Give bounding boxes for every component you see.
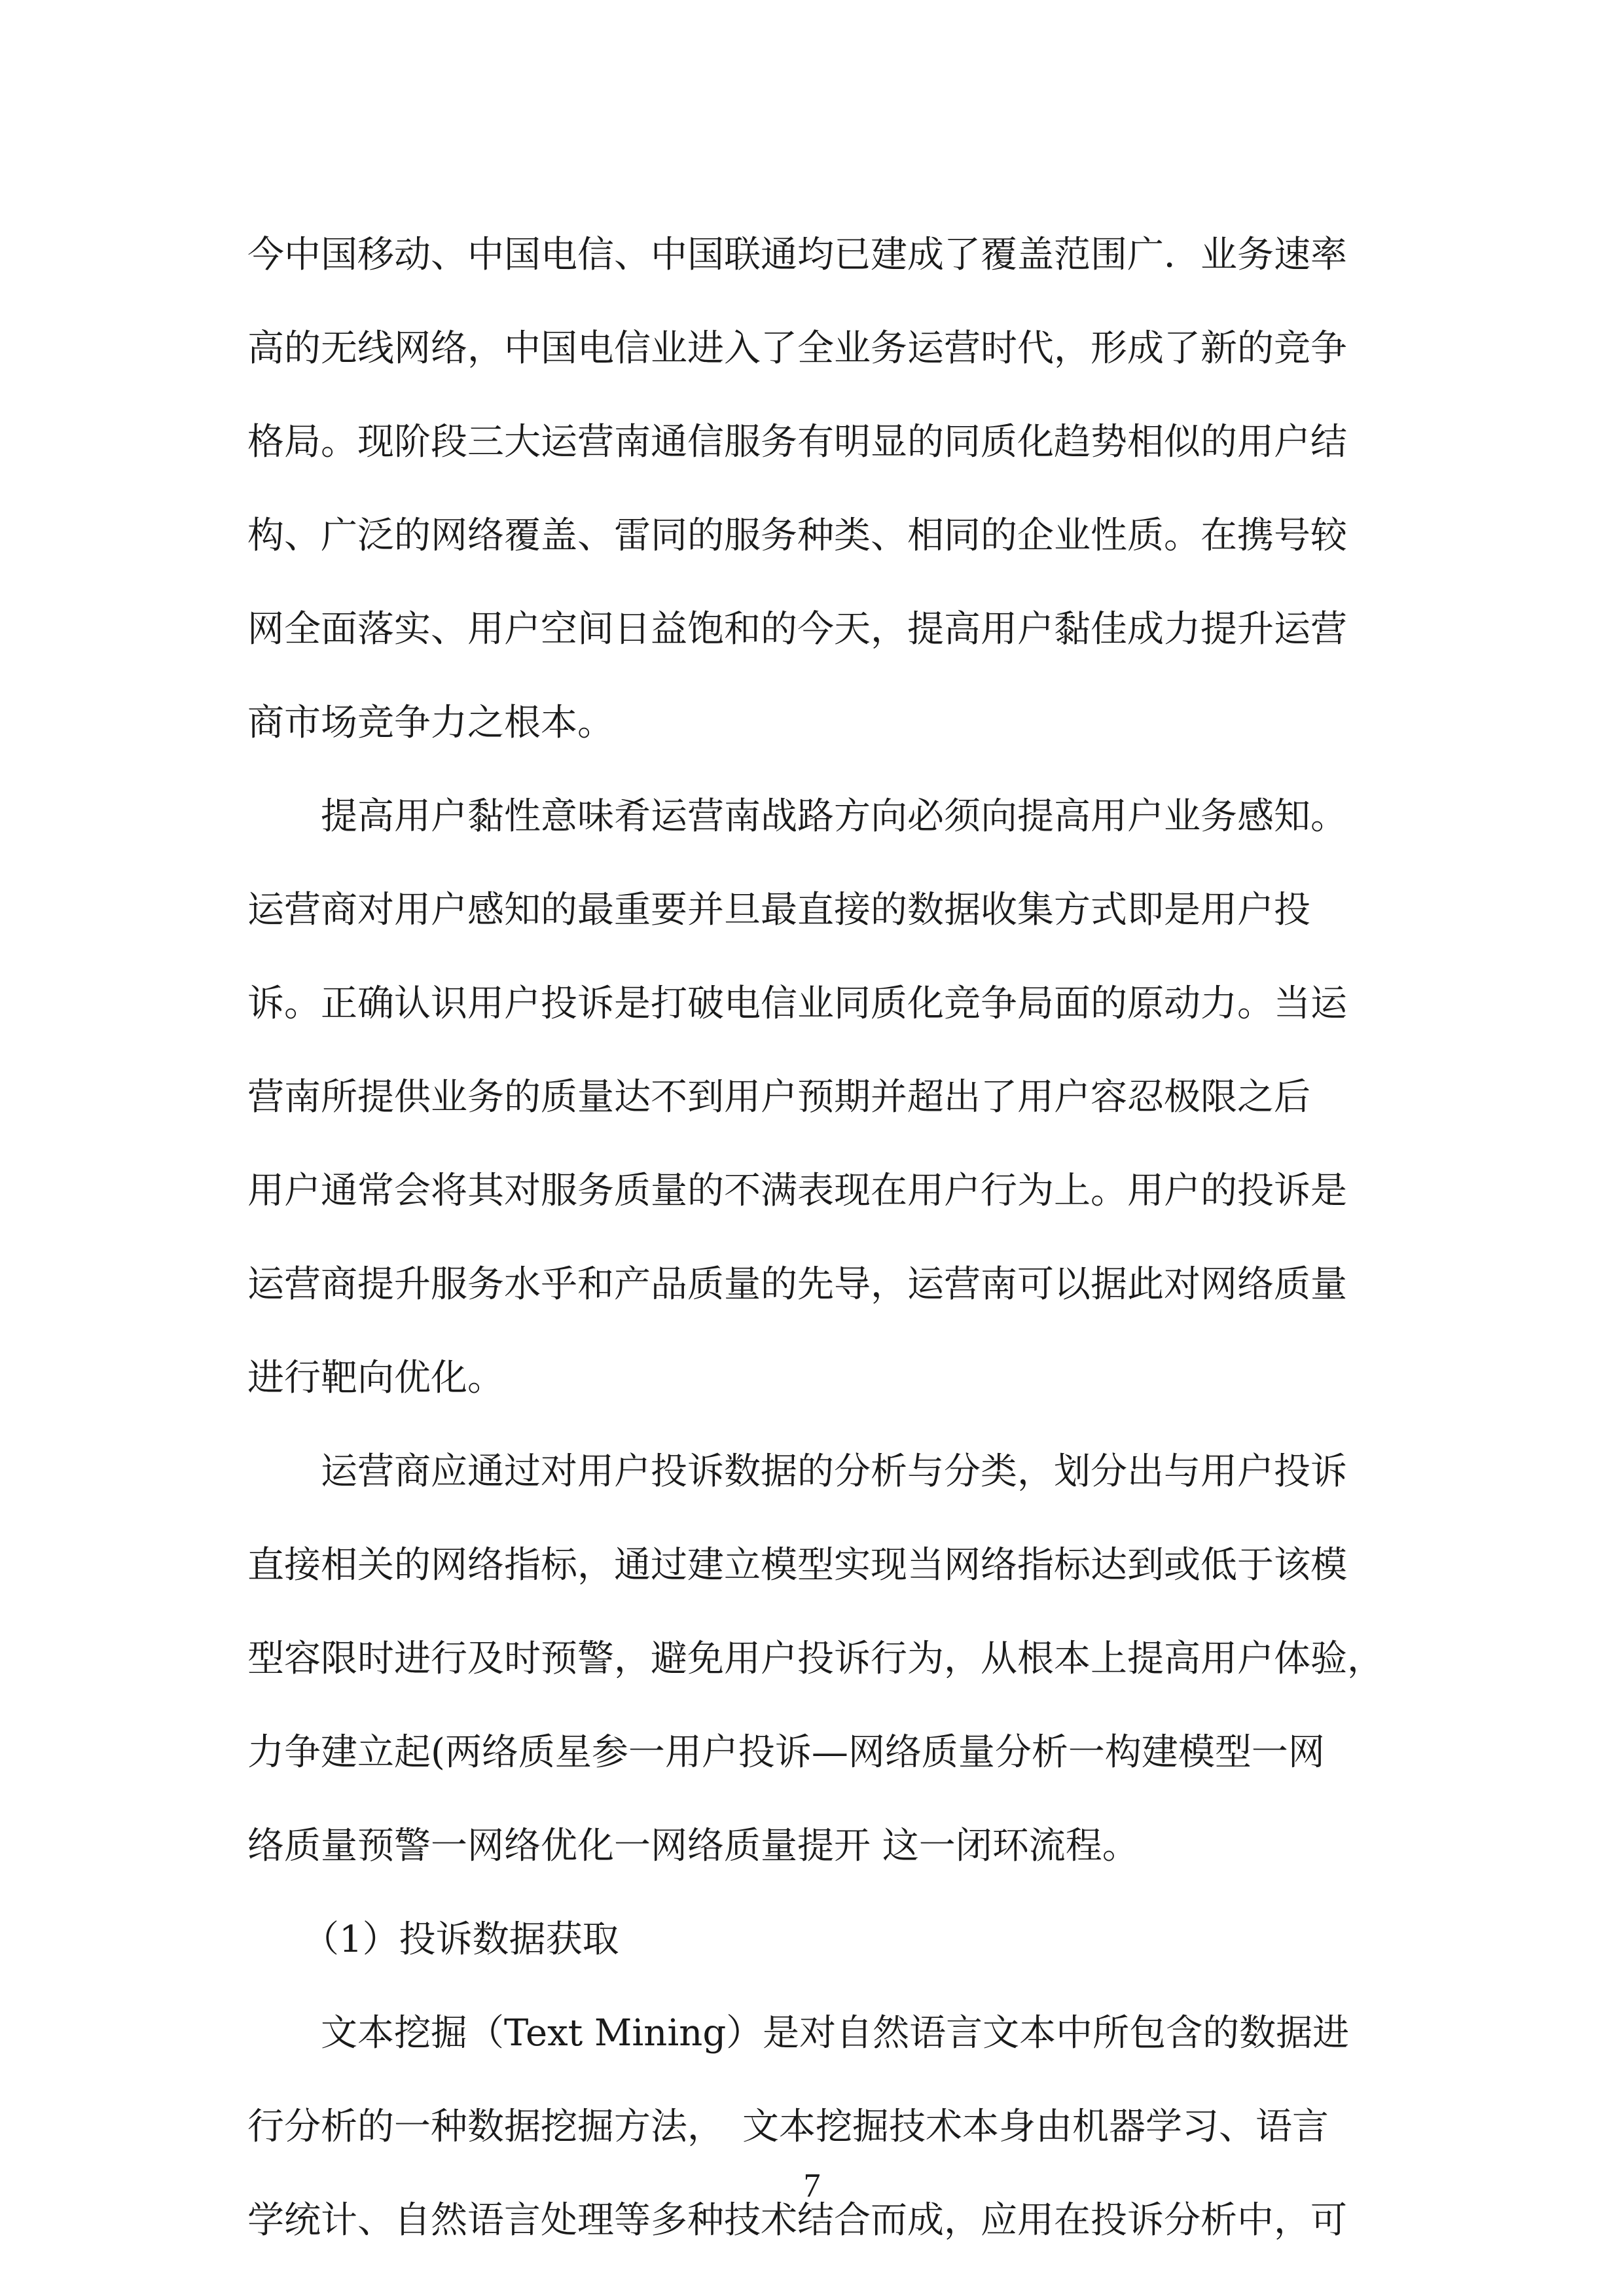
text-line: 构、广泛的网络覆盖、雷同的服务种类、相同的企业性质。在携号较 (247, 514, 1347, 557)
text-line: 进行靶向优化。 (247, 1357, 504, 1399)
text-line: 直接相关的网络指标，通过建立模型实现当网络指标达到或低于该模 (247, 1544, 1347, 1587)
text-line: 力争建立起(两络质星参一用户投诉—网络质量分析一构建模型一网 (247, 1731, 1325, 1774)
text-line: 营南所提供业务的质量达不到用户预期并超出了用户容忍极限之后 (247, 1076, 1310, 1119)
text-line: 行分析的一种数据挖掘方法， 文本挖掘技术本身由机器学习、语言 (247, 2106, 1329, 2148)
section-heading: （1）投诉数据获取 (247, 1918, 619, 1961)
text-line: 运营商提升服务水乎和产品质量的先导，运营南可以据此对网络质量 (247, 1263, 1347, 1306)
text-line: 型容限时进行及时预警，避免用户投诉行为，从根本上提高用户体验， (247, 1638, 1384, 1680)
text-line: 提高用户黏性意味肴运营南战路方向必须向提高用户业务感知。 (247, 795, 1347, 838)
text-line: 商市场竞争力之根本。 (247, 702, 614, 744)
text-line: 格局。现阶段三大运营南通信服务有明显的同质化趋势相似的用户结 (247, 421, 1347, 463)
text-line: 学统计、自然语言处理等多种技术结合而成，应用在投诉分析中，可 (247, 2199, 1347, 2242)
page-number: 7 (803, 2167, 821, 2204)
text-line: 诉。正确认识用户投诉是打破电信业同质化竞争局面的原动力。当运 (247, 982, 1347, 1025)
text-line: 文本挖掘（Text Mining）是对自然语言文本中所包含的数据进 (247, 2012, 1350, 2054)
text-line: 运营商应通过对用户投诉数据的分析与分类，划分出与用户投诉 (247, 1450, 1347, 1493)
text-line: 网全面落实、用户空间日益饱和的今天，提高用户黏佳成力提升运营 (247, 608, 1347, 651)
text-line: 运营商对用户感知的最重要并旦最直接的数据收集方式即是用户投 (247, 889, 1310, 931)
text-line: 用户通常会将其对服务质量的不满表现在用户行为上。用户的投诉是 (247, 1170, 1347, 1212)
text-line: 高的无线网络，中国电信业进入了全业务运营时代，形成了新的竞争 (247, 327, 1347, 370)
text-line: 今中国移动、中国电信、中国联通均已建成了覆盖范围广．业务速率 (247, 234, 1347, 276)
text-line: 络质量预警一网络优化一网络质量提开 这一闭环流程。 (247, 1825, 1139, 1867)
body-text (247, 208, 1386, 2267)
